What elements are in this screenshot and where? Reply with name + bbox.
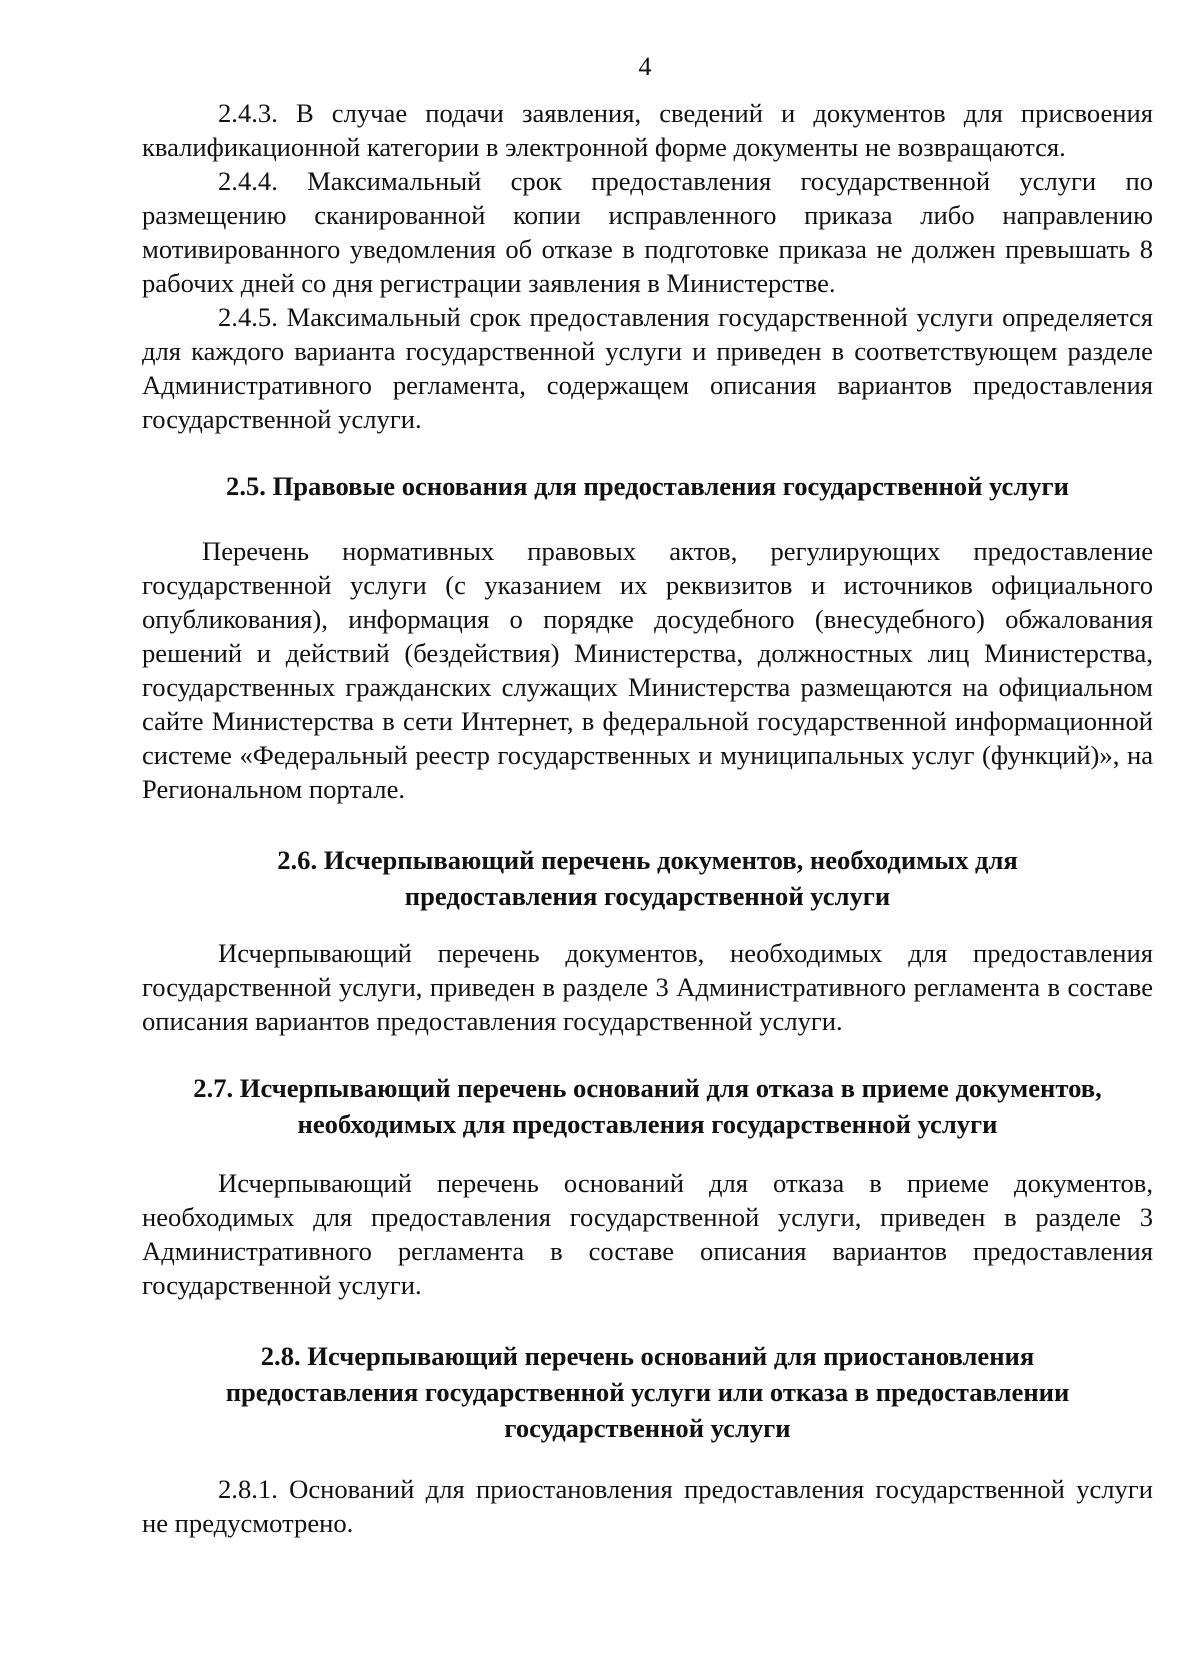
paragraph-2-4-5: 2.4.5. Максимальный срок предоставления государственной услуги определяется для каждого варианта государственной услуги и приведен в соответствующем разделе Административного регламента, содержащем описания вариантов предоставления государственной услуги. xyxy=(142,302,1153,434)
paragraph-2-4-3: 2.4.3. В случае подачи заявления, сведений и документов для присвоения квалификационной категории в электронной форме документы не возвращаются. xyxy=(142,98,1153,162)
page-number: 4 xyxy=(638,52,652,81)
section-heading-2-5: 2.5. Правовые основания для предоставления государственной услуги xyxy=(226,471,1069,501)
section-heading-2-6: 2.6. Исчерпывающий перечень документов, необходимых для предоставления государственной услуги xyxy=(277,845,1018,911)
section-heading-2-8: 2.8. Исчерпывающий перечень оснований для приостановления предоставления государственной услуги или отказа в предоставлении государственной услуги xyxy=(225,1341,1070,1443)
section-body-2-7: Исчерпывающий перечень оснований для отказа в приеме документов, необходимых для предоставления государственной услуги, приведен в разделе 3 Административного регламента в составе описания вариантов предоставления государственной услуги. xyxy=(142,1168,1153,1300)
paragraph-2-4-4: 2.4.4. Максимальный срок предоставления государственной услуги по размещению сканированной копии исправленного приказа либо направлению мотивированного уведомления об отказе в подготовке приказа не должен превышать 8 рабочих дней со дня регистрации заявления в Министерстве. xyxy=(142,166,1153,298)
section-body-2-6: Исчерпывающий перечень документов, необходимых для предоставления государственной услуги, приведен в разделе 3 Административного регламента в составе описания вариантов предоставления государственной услуги. xyxy=(142,938,1153,1036)
section-body-2-5: Перечень нормативных правовых актов, регулирующих предоставление государственной услуги (с указанием их реквизитов и источников официального опубликования), информация о порядке досудебного (внесудебного) обжалования решений и действий (бездействия) Министерства, должностных лиц Министерства, государственных гражданских служащих Министерства размещаются на официальном сайте Министерства в сети Интернет, в федеральной государственной информационной системе «Федеральный реестр государственных и муниципальных услуг (функций)», на Региональном портале. xyxy=(142,536,1153,804)
section-heading-2-7: 2.7. Исчерпывающий перечень оснований для отказа в приеме документов, необходимых для предоставления государственной услуги xyxy=(193,1073,1102,1139)
document-body xyxy=(142,96,1153,1540)
section-body-2-8: 2.8.1. Оснований для приостановления предоставления государственной услуги не предусмотрено. xyxy=(142,1474,1153,1538)
